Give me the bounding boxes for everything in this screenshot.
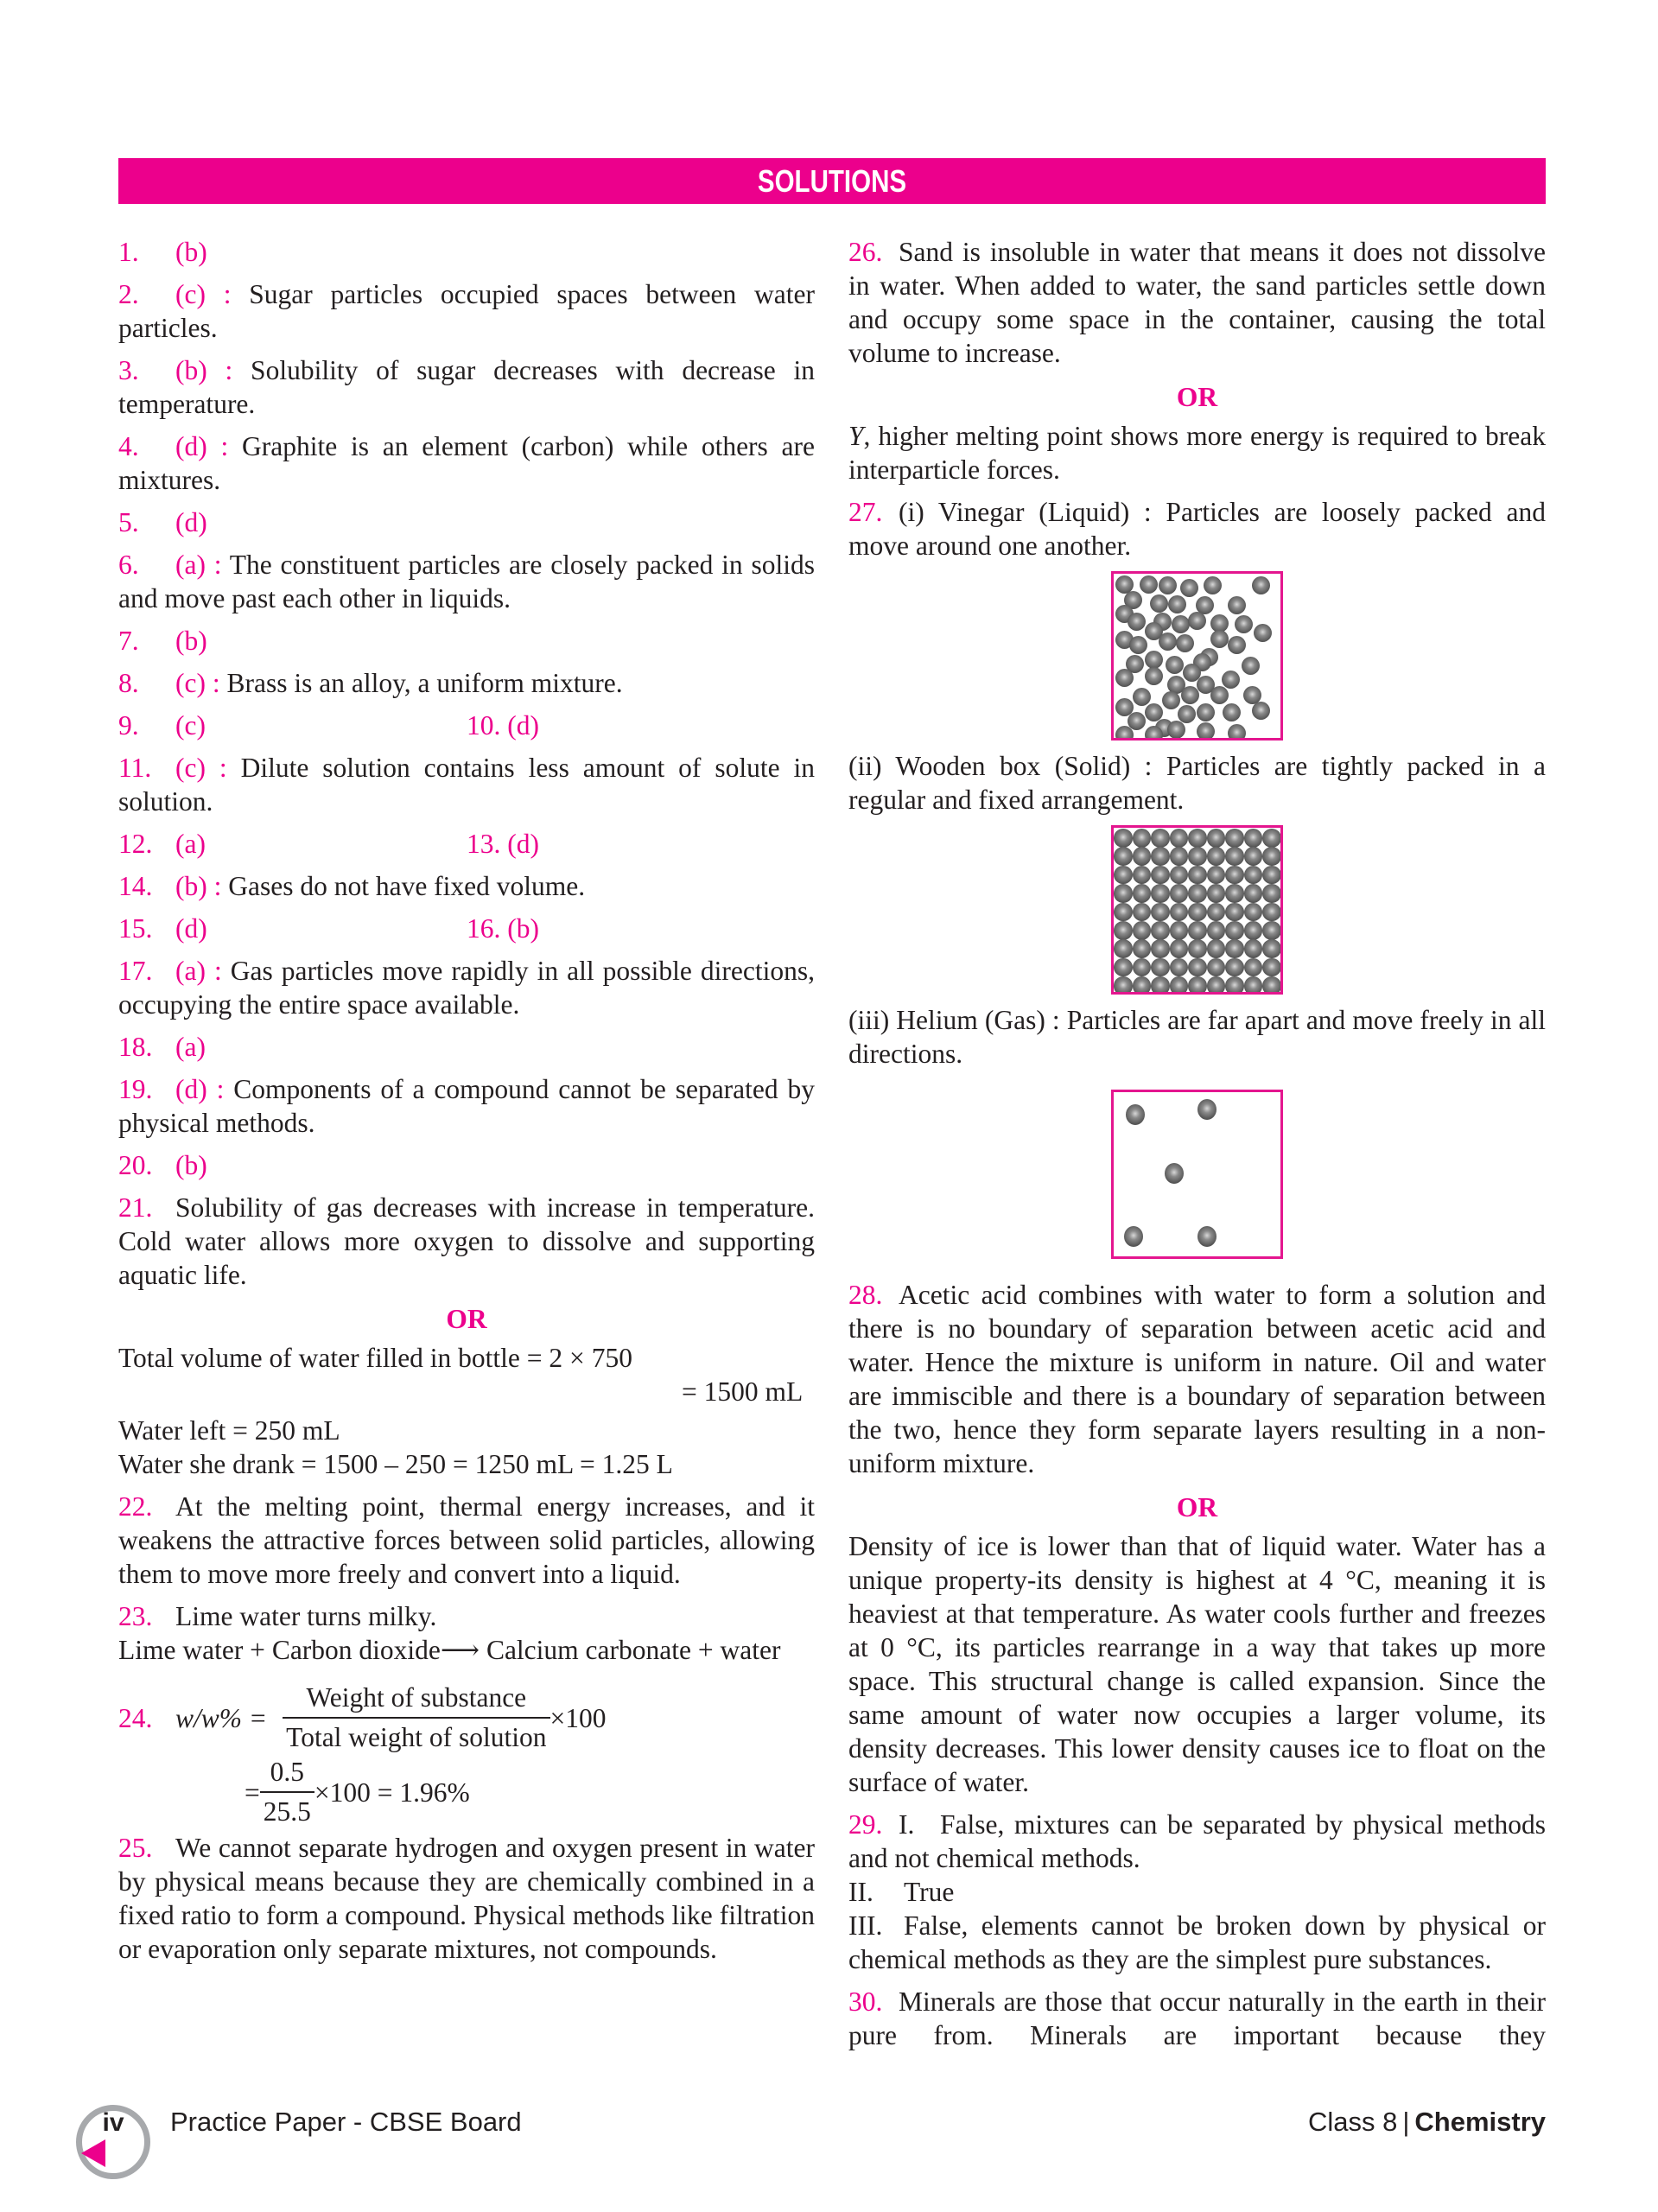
answer-18	[118, 1030, 815, 1064]
solid-particle	[1133, 847, 1152, 866]
answer-text: Lime water turns milky.	[175, 1601, 437, 1631]
answer-6	[118, 548, 815, 615]
solid-particle	[1170, 903, 1189, 922]
question-number: 26.	[848, 237, 883, 267]
question-number: 12.	[118, 829, 153, 859]
gas-particles-figure	[848, 1090, 1546, 1259]
liquid-particle	[1254, 624, 1272, 642]
question-number: 22.	[118, 1491, 153, 1522]
fraction-denominator: Total weight of solution	[283, 1717, 549, 1753]
solid-particle	[1244, 866, 1263, 885]
solid-particle	[1225, 958, 1244, 977]
solid-particle	[1151, 958, 1170, 977]
question-number: 14.	[118, 871, 153, 901]
solid-particle	[1225, 903, 1244, 922]
solid-particle	[1244, 903, 1263, 922]
book-title: Practice Paper - CBSE Board	[170, 2107, 522, 2137]
solid-particle	[1262, 866, 1281, 885]
liquid-particle	[1145, 651, 1163, 669]
liquid-particle	[1159, 576, 1177, 594]
solid-particle	[1244, 958, 1263, 977]
solid-particle	[1170, 866, 1189, 885]
solid-particle	[1170, 958, 1189, 977]
liquid-particle	[1178, 705, 1196, 723]
solid-particle	[1262, 829, 1281, 848]
left-column	[118, 235, 815, 1974]
answer-option: (c) :	[175, 668, 220, 698]
solid-particle	[1114, 958, 1133, 977]
solid-particle	[1188, 847, 1207, 866]
answer-text: Components of a compound cannot be separated by physical methods.	[118, 1074, 816, 1138]
solid-particle	[1114, 903, 1133, 922]
liquid-particle	[1167, 721, 1185, 739]
solid-particle	[1207, 921, 1226, 940]
answer-text: False, elements cannot be broken down by physical or chemical methods as they are the simplest pure substances.	[848, 1910, 1546, 1974]
solid-particle	[1262, 903, 1281, 922]
liquid-particle	[1210, 686, 1229, 704]
formula-lhs: w/w% =	[175, 1702, 268, 1733]
solid-particle	[1188, 976, 1207, 995]
solid-particle	[1244, 939, 1263, 958]
solid-particle	[1262, 939, 1281, 958]
fraction-denominator: 25.5	[260, 1791, 314, 1827]
gas-particle	[1197, 1226, 1217, 1247]
liquid-particle	[1145, 726, 1163, 741]
answer-16	[467, 912, 815, 945]
question-number: 11.	[118, 753, 152, 783]
solid-particle	[1114, 939, 1133, 958]
question-number: 1.	[118, 237, 139, 267]
formula-fraction	[283, 1682, 549, 1753]
statement-label: I.	[899, 1809, 915, 1840]
solid-particle	[1151, 866, 1170, 885]
solid-particle	[1151, 939, 1170, 958]
answer-text: At the melting point, thermal energy increases, and it weakens the attractive forces between solid particles, allowing them to move more freely and convert into a liquid.	[118, 1491, 815, 1589]
answers-15-16	[118, 912, 815, 945]
calculation-line: Water left = 250 mL	[118, 1415, 340, 1446]
solid-particle	[1244, 884, 1263, 903]
answer-option: (d) :	[175, 1074, 225, 1104]
solid-particle	[1170, 939, 1189, 958]
solid-particle	[1151, 829, 1170, 848]
answer-option: (d)	[175, 913, 207, 944]
liquid-particle	[1168, 595, 1186, 613]
answer-13	[467, 827, 815, 861]
liquid-particle	[1235, 615, 1253, 633]
solid-particle	[1151, 976, 1170, 995]
liquid-particle	[1181, 686, 1199, 704]
answer-option: (b)	[507, 913, 539, 944]
answer-option: (a) :	[175, 550, 222, 580]
solid-particles-diagram	[1111, 825, 1283, 995]
answer-26-alternative	[848, 419, 1546, 486]
solid-particle	[1225, 921, 1244, 940]
solid-particle	[1207, 884, 1226, 903]
answer-text: False, mixtures can be separated by physical methods and not chemical methods.	[848, 1809, 1546, 1873]
answer-30	[848, 1985, 1546, 2052]
answer-14	[118, 869, 815, 903]
question-number: 21.	[118, 1192, 153, 1223]
answer-text: , higher melting point shows more energy is required to break interparticle forces.	[848, 421, 1546, 485]
answer-text: Density of ice is lower than that of liquid water. Water has a unique property-its density is highest at 4 °C, meaning it is heaviest at that temperature. As water cools further and freezes at 0 °C, its particles rearrange in a way that takes up more space. This structural change is called expansion. Since the same amount of water now occupies a larger volume, its density decreases. This lower density causes ice to float on the surface of water.	[848, 1531, 1546, 1797]
liquid-particle	[1252, 576, 1270, 594]
answer-text: Dilute solution contains less amount of solute in solution.	[118, 753, 815, 817]
result-value: ×100 = 1.96%	[314, 1777, 470, 1808]
solid-particle	[1225, 939, 1244, 958]
liquid-particle	[1223, 703, 1241, 721]
answer-option: (a)	[175, 1032, 206, 1062]
question-number: 5.	[118, 507, 139, 537]
solid-particle	[1188, 866, 1207, 885]
right-column	[848, 235, 1546, 2061]
equals-sign: =	[245, 1777, 260, 1808]
solid-particle	[1207, 958, 1226, 977]
question-number: 9.	[118, 710, 139, 741]
solid-particle	[1225, 884, 1244, 903]
calculation-line: = 1500 mL	[682, 1376, 804, 1407]
solid-particle	[1262, 921, 1281, 940]
answer-5	[118, 505, 815, 539]
answer-28-alternative	[848, 1529, 1546, 1799]
solid-particle	[1188, 884, 1207, 903]
answer-option: (a)	[175, 829, 206, 859]
answer-7	[118, 624, 815, 658]
answer-option: (b)	[175, 237, 207, 267]
solid-particle	[1225, 866, 1244, 885]
liquid-particles-figure	[848, 571, 1546, 741]
arrow-left-icon	[81, 2139, 105, 2167]
solid-particle	[1151, 884, 1170, 903]
liquid-particle	[1204, 576, 1222, 594]
section-banner	[118, 158, 1546, 204]
solid-particle	[1170, 921, 1189, 940]
solid-particle	[1207, 829, 1226, 848]
answer-26	[848, 235, 1546, 370]
answer-9	[118, 709, 467, 742]
answer-option: (c)	[175, 710, 206, 741]
answer-2	[118, 277, 815, 345]
or-separator: OR	[1176, 382, 1218, 412]
liquid-particle	[1222, 671, 1240, 689]
gas-particle	[1197, 1099, 1217, 1120]
solid-particle	[1188, 939, 1207, 958]
solid-particle	[1262, 884, 1281, 903]
answer-22	[118, 1490, 815, 1591]
solid-particle	[1262, 958, 1281, 977]
solid-particle	[1114, 866, 1133, 885]
answer-option: (b)	[175, 1150, 207, 1180]
answer-text: Sand is insoluble in water that means it does not dissolve in water. When added to water, the sand particles settle down and occupy some space in the container, causing the total volume to increase.	[848, 237, 1546, 368]
solid-particle	[1170, 829, 1189, 848]
question-number: 4.	[118, 431, 139, 461]
fraction-numerator: 0.5	[270, 1757, 305, 1787]
answer-4	[118, 429, 815, 497]
solid-particle	[1244, 847, 1263, 866]
question-number: 27.	[848, 497, 883, 527]
liquid-particle	[1210, 630, 1229, 648]
solid-particle	[1133, 829, 1152, 848]
answer-15	[118, 912, 467, 945]
answer-option: (c) :	[175, 753, 227, 783]
answer-1	[118, 235, 815, 269]
page-number: iv	[102, 2108, 124, 2137]
solid-particles-figure	[848, 825, 1546, 995]
answer-23	[118, 1599, 815, 1633]
statement-label: II.	[848, 1877, 873, 1907]
solid-particle	[1262, 976, 1281, 995]
liquid-particle	[1145, 667, 1163, 685]
solid-particle	[1114, 921, 1133, 940]
solid-particle	[1188, 903, 1207, 922]
liquid-particle	[1129, 636, 1147, 654]
answer-text: Gases do not have fixed volume.	[228, 871, 586, 901]
answer-3	[118, 353, 815, 421]
solid-particle	[1244, 976, 1263, 995]
solid-particle	[1207, 866, 1226, 885]
class-subject-label	[1308, 2107, 1546, 2138]
question-number: 17.	[118, 956, 153, 986]
solid-particle	[1262, 847, 1281, 866]
gas-particle	[1126, 1104, 1145, 1125]
liquid-particle	[1228, 596, 1246, 614]
solid-particle	[1151, 847, 1170, 866]
solid-particle	[1225, 976, 1244, 995]
answer-27-part-1	[848, 495, 1546, 563]
or-separator: OR	[446, 1304, 487, 1334]
question-number: 15.	[118, 913, 153, 944]
solid-particle	[1133, 921, 1152, 940]
answer-12	[118, 827, 467, 861]
answer-text: Gas particles move rapidly in all possible directions, occupying the entire space available.	[118, 956, 815, 1020]
answer-text: (i) Vinegar (Liquid) : Particles are loosely packed and move around one another.	[848, 497, 1546, 561]
liquid-particle	[1228, 636, 1246, 654]
chemical-equation: Lime water + Carbon dioxide⟶ Calcium carbonate + water	[118, 1635, 781, 1665]
answer-8	[118, 666, 815, 700]
answer-27-part-3	[848, 1003, 1546, 1071]
question-number: 18.	[118, 1032, 153, 1062]
solid-particle	[1207, 976, 1226, 995]
answer-27-part-2	[848, 749, 1546, 817]
liquid-particle	[1252, 702, 1270, 720]
answer-option: (b)	[175, 626, 207, 656]
liquid-particle	[1188, 612, 1206, 630]
answer-option: (d)	[175, 507, 207, 537]
question-number: 16.	[467, 913, 501, 944]
question-number: 23.	[118, 1601, 153, 1631]
question-number: 28.	[848, 1280, 883, 1310]
liquid-particle	[1128, 613, 1146, 631]
answer-11	[118, 751, 815, 818]
liquid-particle	[1176, 634, 1194, 652]
answer-29-ii	[848, 1875, 1546, 1909]
liquid-particle	[1115, 726, 1134, 741]
liquid-particle	[1162, 691, 1180, 709]
answer-21	[118, 1191, 815, 1292]
solid-particle	[1207, 939, 1226, 958]
question-number: 25.	[118, 1833, 153, 1863]
solid-particle	[1114, 847, 1133, 866]
solid-particle	[1225, 829, 1244, 848]
answer-text: (iii) Helium (Gas) : Particles are far apart and move freely in all directions.	[848, 1005, 1546, 1069]
question-number: 2.	[118, 279, 139, 309]
question-number: 8.	[118, 668, 139, 698]
solid-particle	[1114, 829, 1133, 848]
solid-particle	[1188, 921, 1207, 940]
solid-particle	[1170, 976, 1189, 995]
question-number: 29.	[848, 1809, 883, 1840]
formula-multiplier: ×100	[549, 1702, 607, 1733]
liquid-particle	[1228, 724, 1246, 741]
liquid-particle	[1115, 669, 1134, 687]
answer-25	[118, 1831, 815, 1966]
liquid-particle	[1133, 688, 1151, 706]
answer-text: Solubility of gas decreases with increase in temperature. Cold water allows more oxygen to dissolve and supporting aquatic life.	[118, 1192, 815, 1290]
answer-24	[118, 1682, 815, 1753]
answer-text: We cannot separate hydrogen and oxygen present in water by physical means because they are chemically combined in a fixed ratio to form a compound. Physical methods like filtration or evaporation only separate mixtures, not compounds.	[118, 1833, 815, 1964]
answers-12-13	[118, 827, 815, 861]
solid-particle	[1151, 903, 1170, 922]
liquid-particle	[1197, 722, 1215, 741]
answer-option: (b) :	[175, 355, 233, 385]
question-number: 3.	[118, 355, 139, 385]
answer-20	[118, 1148, 815, 1182]
answer-text: Sugar particles occupied spaces between water particles.	[118, 279, 815, 343]
solid-particle	[1114, 884, 1133, 903]
answers-9-10	[118, 709, 815, 742]
answer-option: (d) :	[175, 431, 229, 461]
question-number: 7.	[118, 626, 139, 656]
answer-17	[118, 954, 815, 1021]
calculation-line: Water she drank = 1500 – 250 = 1250 mL = 1.25 L	[118, 1449, 673, 1479]
liquid-particle	[1159, 632, 1177, 651]
gas-particle	[1124, 1226, 1143, 1247]
answer-option: (a) :	[175, 956, 222, 986]
answer-24-result	[118, 1757, 815, 1827]
answer-text: Brass is an alloy, a uniform mixture.	[226, 668, 623, 698]
question-number: 20.	[118, 1150, 153, 1180]
solid-particle	[1114, 976, 1133, 995]
question-number: 13.	[467, 829, 501, 859]
solid-particle	[1225, 847, 1244, 866]
answer-text: Graphite is an element (carbon) while others are mixtures.	[118, 431, 816, 495]
liquid-particle	[1140, 575, 1158, 594]
answer-option: (d)	[507, 710, 539, 741]
class-label: Class 8	[1307, 2107, 1398, 2137]
answer-option: (d)	[507, 829, 539, 859]
solid-particle	[1133, 866, 1152, 885]
question-number: 30.	[848, 1986, 883, 2017]
answer-text: Acetic acid combines with water to form a solution and there is no boundary of separation between acetic acid and water. Hence the mixture is uniform in nature. Oil and water are immiscible and there is a boundary of separation between the two, hence they form separate layers resulting in a non-uniform mixture.	[848, 1280, 1546, 1478]
section-title: SOLUTIONS	[757, 163, 907, 199]
or-separator: OR	[1176, 1492, 1218, 1522]
fraction-numerator: Weight of substance	[306, 1682, 527, 1713]
solid-particle	[1244, 829, 1263, 848]
liquid-particle	[1172, 615, 1190, 633]
separator: |	[1402, 2107, 1410, 2137]
solid-particle	[1133, 884, 1152, 903]
answer-text: (ii) Wooden box (Solid) : Particles are tightly packed in a regular and fixed arrangement.	[848, 751, 1546, 815]
variable-label: Y	[848, 421, 864, 451]
calculation-line: Total volume of water filled in bottle = 2 × 750	[118, 1343, 632, 1373]
answer-19	[118, 1072, 815, 1140]
solid-particle	[1170, 847, 1189, 866]
answer-28	[848, 1278, 1546, 1480]
answer-option: (b) :	[175, 871, 222, 901]
solid-particle	[1188, 958, 1207, 977]
answer-option: (c) :	[175, 279, 232, 309]
statement-label: III.	[848, 1910, 883, 1941]
liquid-particle	[1242, 657, 1260, 675]
liquid-particle	[1180, 579, 1198, 597]
answer-text: The constituent particles are closely packed in solids and move past each other in liquids.	[118, 550, 815, 613]
answer-text: True	[904, 1877, 955, 1907]
solid-particle	[1151, 921, 1170, 940]
answer-text: Solubility of sugar decreases with decrease in temperature.	[118, 355, 816, 419]
solid-particle	[1170, 884, 1189, 903]
answer-text: Minerals are those that occur naturally in the earth in their pure from. Minerals are important because they	[848, 1986, 1546, 2050]
answer-10	[467, 709, 815, 742]
liquid-particles-diagram	[1111, 571, 1283, 741]
subject-label: Chemistry	[1414, 2107, 1546, 2137]
question-number: 19.	[118, 1074, 153, 1104]
solid-particle	[1207, 903, 1226, 922]
solid-particle	[1188, 829, 1207, 848]
question-number: 10.	[467, 710, 501, 741]
question-number: 24.	[118, 1702, 153, 1733]
solid-particle	[1207, 847, 1226, 866]
solid-particle	[1133, 976, 1152, 995]
liquid-particle	[1150, 594, 1168, 613]
question-number: 6.	[118, 550, 139, 580]
liquid-particle	[1166, 656, 1184, 674]
solid-particle	[1133, 939, 1152, 958]
result-fraction	[260, 1757, 314, 1827]
solid-particle	[1133, 903, 1152, 922]
solid-particle	[1244, 921, 1263, 940]
liquid-particle	[1197, 703, 1215, 721]
gas-particle	[1165, 1163, 1184, 1184]
answer-29-iii	[848, 1909, 1546, 1976]
answer-29-i	[848, 1808, 1546, 1875]
solid-particle	[1133, 958, 1152, 977]
gas-particles-diagram	[1111, 1090, 1283, 1259]
